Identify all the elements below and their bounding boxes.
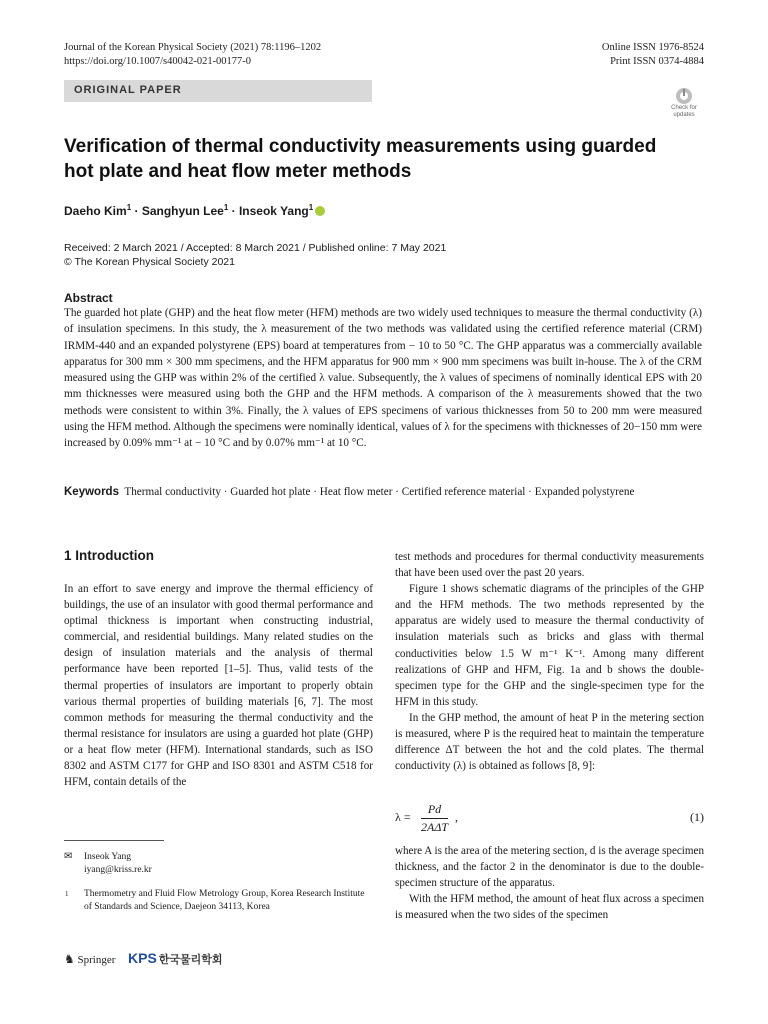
intro-paragraph: Figure 1 shows schematic diagrams of the principles of the GHP and the HFM methods. The two methods represented by the apparatus are widely used to measure the thermal conductivity of insulation materials such as bricks and glass with thermal conductivities below 1.5 W m⁻¹ K⁻¹. Among many different realizations of GHP and HFM, Fig. 1a and b shows the double-specimen type for the GHP and the single-specimen type for the HFM in this study. [395, 583, 704, 708]
intro-paragraph: In an effort to save energy and improve the thermal efficiency of buildings, the use of an insulator with good thermal performance and optimal thickness is important when constructing industrial, commercial, and residential buildings. Many related studies on the design of insulation materials and the analysis of thermal performance have been reported [1–5]. Thus, valid tests of the thermal properties of insulators are important to properly obtain various thermal properties of building materials [6, 7]. The most common methods for measuring the thermal conductivity and the thermal resistance for insulators are using a guarded hot plate (GHP) or a heat flow meter (HFM). International standards, such as ISO 8302 and ASTM C177 for GHP and ISO 8301 and ASTM C518 for HFM, contain details of the [64, 583, 373, 789]
publisher-name: Springer [77, 954, 116, 966]
author-affiliation: 1 [126, 203, 132, 212]
keywords [64, 484, 702, 500]
equation-numerator: Pd [421, 802, 448, 819]
intro-paragraph: In the GHP method, the amount of heat P in the metering section is measured, where P is the required heat to maintain the temperature difference ΔT between the hot and the cold plates. The thermal conductivity (λ) is obtained as follows [8, 9]: [395, 711, 704, 773]
author-list [64, 203, 325, 218]
author-name[interactable]: Sanghyun Lee [141, 204, 224, 218]
corresponding-author: Inseok Yang [84, 852, 131, 862]
paper-type-label: ORIGINAL PAPER [74, 84, 182, 96]
affiliation-number: 1 [65, 890, 69, 898]
footnote-rule [64, 840, 164, 841]
check-updates-icon [664, 86, 704, 106]
paper-title: Verification of thermal conductivity measurements using guarded hot plate and heat flow meter methods [64, 136, 657, 182]
check-for-updates-badge[interactable] [664, 86, 704, 124]
corresponding-email[interactable]: iyang@kriss.re.kr [84, 864, 152, 875]
abstract-text: The guarded hot plate (GHP) and the heat flow meter (HFM) methods are two widely used techniques to measure the thermal conductivity (λ) of insulation specimens. In this study, the λ measurement of the two methods was validated using the certified reference material (CRM) IRMM-440 and an expanded polystyrene (EPS) board at temperatures from − 10 to 50 °C. The GHP apparatus was a commercially available apparatus for 300 mm × 300 mm specimens, and the HFM apparatus for 900 mm × 900 mm specimens was built in-house. The λ of the CRM measured using the GHP was within 2% of the certified λ value. Subsequently, the λ values of specimens of nominally identical EPS with 20 mm thicknesses were measured using both the GHP and the HFM methods. A comparison of the λ measurements showed that the two methods were consistent to within 3%. Finally, the λ values of EPS specimens of various thicknesses from 50 to 200 mm were measured using the HFM method. Although the specimens were nominally identical, values of λ for the specimens with thicknesses of 20−150 mm were increased by 0.09% mm⁻¹ at − 10 °C and by 0.07% mm⁻¹ at 10 °C. [64, 307, 702, 450]
print-issn: Print ISSN 0374-4884 [610, 56, 704, 67]
author-name[interactable]: Daeho Kim [64, 204, 127, 218]
author-name[interactable]: Inseok Yang [238, 204, 309, 218]
equation-number: (1) [690, 810, 704, 824]
author-affiliation: 1 [223, 203, 229, 212]
author-separator: · [131, 204, 142, 218]
affiliation-text: Thermometry and Fluid Flow Metrology Group, Korea Research Institute of Standards and Science, Daejeon 34113, Korea [84, 889, 365, 912]
equation-denominator: 2AΔT [421, 820, 449, 834]
left-column [64, 581, 373, 790]
affiliation-footnote [64, 888, 374, 913]
equation-lhs: λ = [395, 810, 411, 824]
check-updates-text: Check for updates [671, 105, 697, 118]
envelope-icon: ✉ [64, 851, 73, 862]
publication-dates [64, 241, 446, 269]
springer-horse-icon: ♞ [64, 952, 75, 966]
journal-citation: Journal of the Korean Physical Society (2021) 78:1196–1202 [64, 42, 322, 53]
right-column [395, 549, 704, 774]
kps-logo [128, 950, 223, 967]
orcid-icon[interactable] [315, 206, 325, 216]
equation-1 [395, 802, 704, 836]
springer-logo [64, 952, 115, 967]
online-issn: Online ISSN 1976-8524 [601, 42, 704, 53]
society-abbr: KPS [128, 950, 157, 966]
intro-paragraph: where A is the area of the metering section, d is the average specimen thickness, and the factor 2 in the denominator is due to the double-specimen structure of the apparatus. [395, 845, 704, 890]
intro-paragraph: test methods and procedures for thermal conductivity measurements that have been used over the past 20 years. [395, 551, 704, 580]
society-name: 한국물리학회 [158, 954, 223, 966]
equation-tail: , [455, 810, 458, 824]
paper-type-band [64, 80, 372, 102]
author-separator: · [228, 204, 239, 218]
keywords-text: Thermal conductivity · Guarded hot plate · Heat flow meter · Certified reference material · Expanded polystyrene [124, 486, 635, 498]
author-affiliation: 1 [308, 203, 314, 212]
intro-paragraph: With the HFM method, the amount of heat flux across a specimen is measured when the two sides of the specimen [395, 893, 704, 922]
dates-line: Received: 2 March 2021 / Accepted: 8 March 2021 / Published online: 7 May 2021 [64, 242, 447, 254]
right-column-continued [395, 843, 704, 923]
abstract-heading: Abstract [64, 291, 113, 305]
keywords-label: Keywords [64, 486, 119, 498]
equation-fraction [421, 802, 448, 835]
doi-link[interactable]: https://doi.org/10.1007/s40042-021-00177-0 [64, 56, 252, 67]
copyright-line: © The Korean Physical Society 2021 [64, 256, 235, 268]
section-heading: 1 Introduction [64, 548, 154, 563]
